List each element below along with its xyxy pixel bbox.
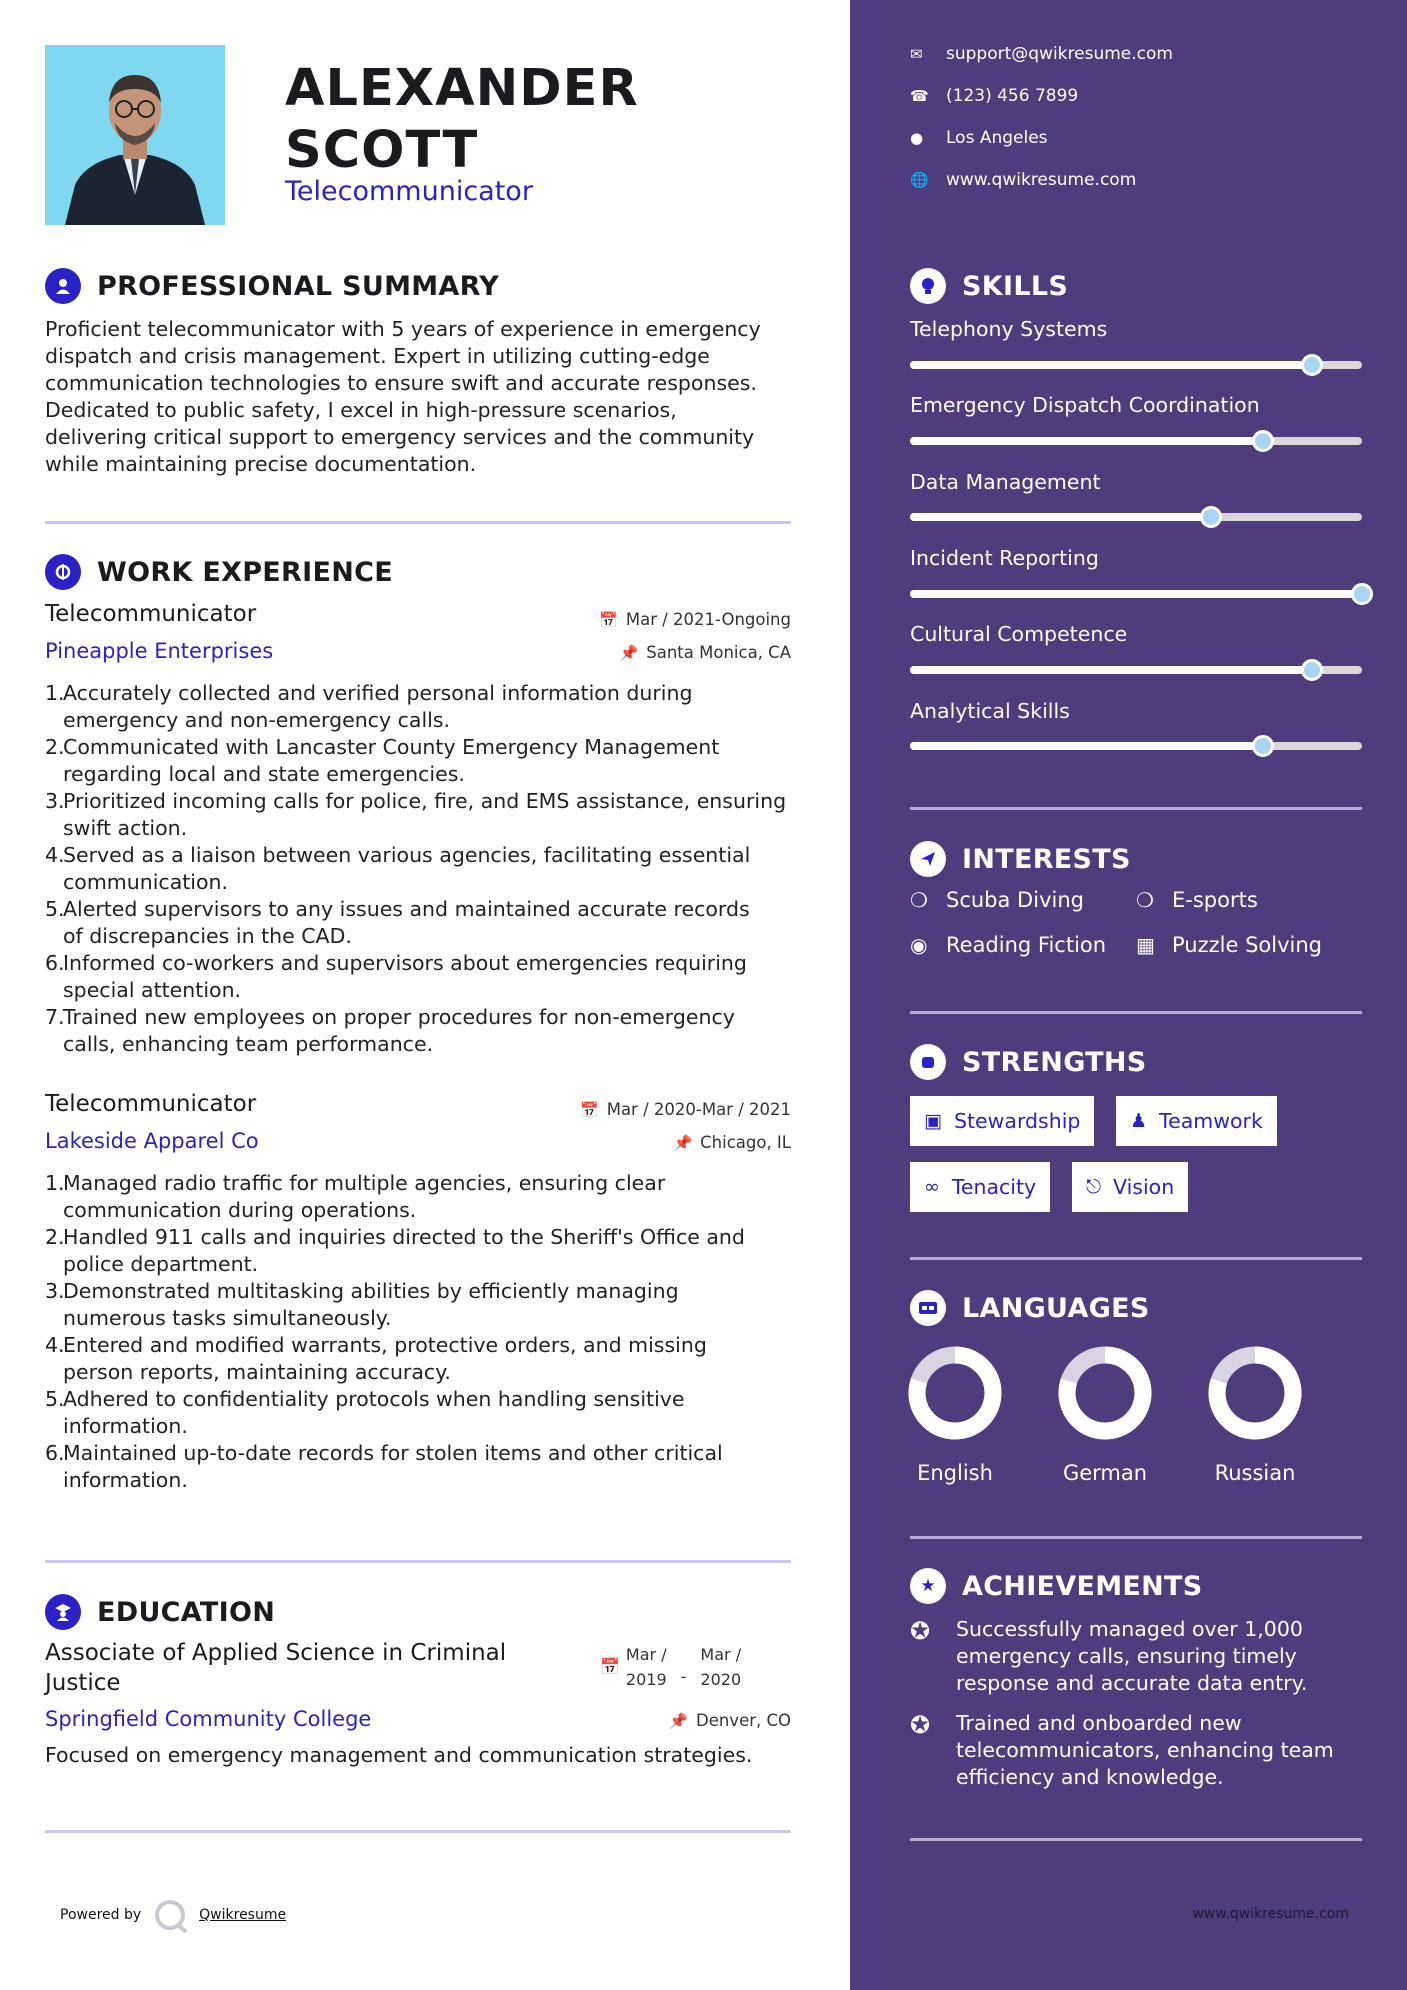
book-icon: ▦	[1136, 933, 1155, 957]
calendar-icon: 📅	[580, 1100, 599, 1119]
portrait-image	[45, 45, 225, 225]
footer-website[interactable]: www.qwikresume.com	[1192, 1906, 1349, 1922]
skill-knob	[1351, 583, 1373, 605]
phone-icon: ☎	[910, 87, 929, 105]
language-ring	[1055, 1343, 1155, 1443]
powered-by-label: Powered by	[60, 1907, 142, 1923]
strength-badge	[910, 1162, 1050, 1212]
date-separator: -	[680, 1667, 687, 1686]
qwikresume-logo-icon	[155, 1900, 185, 1930]
briefcase-icon	[45, 554, 81, 590]
skill-label: Cultural Competence	[910, 622, 1128, 646]
skill-fill	[910, 513, 1211, 521]
section-divider	[910, 1838, 1362, 1841]
user-icon	[45, 268, 81, 304]
job-dates	[599, 610, 791, 629]
interest-item	[910, 933, 1106, 957]
skills-title: SKILLS	[962, 270, 1069, 302]
contact-website[interactable]	[910, 170, 1136, 190]
pin-icon: 📌	[673, 1133, 693, 1152]
calendar-icon: 📅	[599, 610, 618, 629]
lifebuoy-icon: ❍	[1136, 888, 1154, 912]
interest-label: Puzzle Solving	[1172, 933, 1322, 957]
strength-label: Teamwork	[1159, 1109, 1263, 1133]
skill-fill	[910, 666, 1312, 674]
summary-line: Dedicated to public safety, I excel in high-pressure scenarios,	[45, 398, 677, 422]
job-duties	[45, 1170, 805, 1494]
skill-knob	[1301, 659, 1323, 681]
candidate-name	[285, 58, 639, 182]
briefcase-icon: ▣	[924, 1110, 942, 1132]
paper-plane-icon	[910, 841, 946, 877]
degree-title: Associate of Applied Science in Criminal Justice	[45, 1640, 507, 1696]
list-item: 2. Handled 911 calls and inquiries directed to the Sheriff's Office and police department.	[45, 1225, 745, 1276]
summary-line: dispatch and crisis management. Expert in utilizing cutting-edge	[45, 344, 710, 368]
job-dates-text: Mar / 2021-Ongoing	[625, 610, 791, 629]
strength-label: Vision	[1113, 1175, 1175, 1199]
pin-icon: 📌	[669, 1711, 688, 1730]
skill-bar	[910, 437, 1362, 445]
achievement-item: ✪ Successfully managed over 1,000 emergency calls, ensuring timely response and accurate data entry.	[910, 1617, 1308, 1695]
website-text: www.qwikresume.com	[946, 170, 1137, 190]
end-month: Mar /	[700, 1645, 742, 1664]
contact-phone[interactable]	[910, 86, 1078, 106]
language-item	[1055, 1343, 1155, 1485]
skill-knob	[1252, 735, 1274, 757]
list-item: 1. Managed radio traffic for multiple agencies, ensuring clear communication during operations.	[45, 1171, 666, 1222]
list-item: 5. Alerted supervisors to any issues and maintained accurate records of discrepancies in the CAD.	[45, 897, 750, 948]
list-item: 6. Informed co-workers and supervisors about emergencies requiring special attention.	[45, 951, 747, 1002]
start-year: 2019	[625, 1670, 667, 1689]
gamepad-icon: ◉	[910, 933, 928, 957]
list-item: 6. Maintained up-to-date records for stolen items and other critical information.	[45, 1441, 723, 1492]
section-divider	[45, 1830, 791, 1833]
section-divider	[910, 1011, 1362, 1014]
strength-badge	[1072, 1162, 1188, 1212]
skill-fill	[910, 437, 1263, 445]
summary-line: while maintaining precise documentation.	[45, 452, 477, 476]
skill-bar	[910, 666, 1362, 674]
skill-bar	[910, 590, 1362, 598]
interest-label: Reading Fiction	[946, 933, 1107, 957]
summary-line: communication technologies to ensure swift and accurate responses.	[45, 371, 757, 395]
envelope-icon: ✉	[910, 45, 923, 63]
strength-label: Stewardship	[953, 1109, 1081, 1133]
list-item: 4. Entered and modified warrants, protective orders, and missing person reports, maintaining accuracy.	[45, 1333, 707, 1384]
interest-item	[1136, 888, 1258, 912]
language-label: German	[1062, 1461, 1148, 1485]
phone-text: (123) 456 7899	[946, 86, 1079, 106]
contact-location	[910, 128, 1048, 148]
education-dates	[600, 1642, 741, 1692]
language-ring	[1205, 1343, 1305, 1443]
users-icon: ♟	[1130, 1110, 1148, 1132]
skill-knob	[1301, 354, 1323, 376]
list-item: 3. Demonstrated multitasking abilities by efficiently managing numerous tasks simultaneously.	[45, 1279, 679, 1330]
interests-heading	[910, 841, 1131, 877]
name-last: SCOTT	[285, 121, 479, 180]
skill-bar	[910, 513, 1362, 521]
strengths-heading	[910, 1044, 1147, 1080]
skill-label: Telephony Systems	[910, 317, 1108, 341]
section-divider	[910, 1257, 1362, 1260]
job-dates-text: Mar / 2020-Mar / 2021	[606, 1100, 791, 1119]
globe-icon: 🌐	[910, 171, 929, 189]
section-divider	[45, 1560, 791, 1563]
job-location-text: Chicago, IL	[700, 1133, 791, 1152]
education-description: Focused on emergency management and communication strategies.	[45, 1743, 753, 1767]
sidebar	[850, 0, 1407, 1990]
job-company: Pineapple Enterprises	[45, 639, 274, 663]
skill-fill	[910, 590, 1362, 598]
school-name: Springfield Community College	[45, 1707, 372, 1731]
skill-bar	[910, 361, 1362, 369]
education-title: EDUCATION	[97, 1596, 276, 1628]
job-company: Lakeside Apparel Co	[45, 1129, 259, 1153]
summary-line: Proficient telecommunicator with 5 years of experience in emergency	[45, 317, 761, 341]
job-location	[673, 1133, 791, 1152]
list-item: 3. Prioritized incoming calls for police, fire, and EMS assistance, ensuring swift action.	[45, 789, 787, 840]
list-item: 5. Adhered to confidentiality protocols when handling sensitive information.	[45, 1387, 685, 1438]
interests-title: INTERESTS	[962, 843, 1131, 875]
skill-label: Emergency Dispatch Coordination	[910, 393, 1260, 417]
job-duties	[45, 680, 805, 1058]
education-location-text: Denver, CO	[695, 1711, 791, 1730]
calendar-icon: 📅	[600, 1657, 620, 1676]
achievement-item: ✪ Trained and onboarded new telecommunicators, enhancing team efficiency and knowledge.	[910, 1711, 1334, 1789]
language-ring	[905, 1343, 1005, 1443]
strength-badge	[1116, 1096, 1277, 1146]
candidate-title: Telecommunicator	[285, 176, 533, 207]
job-location-text: Santa Monica, CA	[646, 643, 791, 662]
language-item	[905, 1343, 1005, 1485]
skill-label: Analytical Skills	[910, 699, 1070, 723]
list-item: 2. Communicated with Lancaster County Emergency Management regarding local and state emergencies.	[45, 735, 720, 786]
email-text: support@qwikresume.com	[946, 44, 1173, 64]
binoculars-icon: ⎋	[1086, 1176, 1102, 1198]
powered-by	[60, 1900, 286, 1930]
fist-icon	[910, 1044, 946, 1080]
star-badge-icon: ★	[910, 1568, 946, 1604]
location-text: Los Angeles	[946, 128, 1048, 148]
location-pin-icon: ●	[910, 129, 924, 147]
languages-heading	[910, 1290, 1150, 1326]
section-divider	[910, 1536, 1362, 1539]
language-label: English	[917, 1461, 993, 1485]
start-month: Mar /	[625, 1645, 667, 1664]
skill-fill	[910, 361, 1312, 369]
strengths-title: STRENGTHS	[962, 1046, 1147, 1078]
skill-label: Data Management	[910, 470, 1101, 494]
name-first: ALEXANDER	[285, 59, 639, 118]
pin-icon: 📌	[619, 643, 639, 662]
job-dates	[580, 1100, 791, 1119]
achievements-heading	[910, 1568, 1203, 1604]
graduate-icon	[45, 1594, 81, 1630]
interest-item	[1136, 933, 1322, 957]
profile-photo	[45, 45, 225, 225]
job-title: Telecommunicator	[45, 601, 257, 627]
contact-email[interactable]	[910, 44, 1173, 64]
summary-heading	[45, 268, 499, 304]
education-location	[669, 1711, 791, 1730]
achievements-title: ACHIEVEMENTS	[962, 1570, 1203, 1602]
language-icon	[910, 1290, 946, 1326]
star-icon: ✪	[910, 1617, 931, 1645]
languages-title: LANGUAGES	[962, 1292, 1150, 1324]
strength-label: Tenacity	[951, 1175, 1037, 1199]
end-year: 2020	[700, 1670, 742, 1689]
qwikresume-link[interactable]: Qwikresume	[199, 1907, 287, 1923]
skill-label: Incident Reporting	[910, 546, 1099, 570]
language-item	[1205, 1343, 1305, 1485]
interest-item	[910, 888, 1084, 912]
section-divider	[45, 521, 791, 524]
interest-label: Scuba Diving	[946, 888, 1084, 912]
work-heading	[45, 554, 393, 590]
section-divider	[910, 807, 1362, 810]
list-item: 1. Accurately collected and verified personal information during emergency and non-emergency calls.	[45, 681, 693, 732]
star-icon: ✪	[910, 1711, 931, 1739]
strength-badge	[910, 1096, 1094, 1146]
lifebuoy-icon: ❍	[910, 888, 928, 912]
skill-knob	[1252, 430, 1274, 452]
summary-title: PROFESSIONAL SUMMARY	[97, 270, 500, 302]
skill-bar	[910, 742, 1362, 750]
lightbulb-icon	[910, 268, 946, 304]
skills-heading	[910, 268, 1068, 304]
list-item: 4. Served as a liaison between various agencies, facilitating essential communication.	[45, 843, 751, 894]
education-heading	[45, 1594, 275, 1630]
interest-label: E-sports	[1172, 888, 1258, 912]
list-item: 7. Trained new employees on proper procedures for non-emergency calls, enhancing team performance.	[45, 1005, 735, 1056]
skill-knob	[1200, 506, 1222, 528]
summary-line: delivering critical support to emergency services and the community	[45, 425, 755, 449]
job-location	[620, 643, 791, 662]
summary-text	[45, 316, 795, 478]
skill-fill	[910, 742, 1263, 750]
link-icon: ∞	[924, 1176, 940, 1198]
work-title: WORK EXPERIENCE	[97, 556, 393, 588]
job-title: Telecommunicator	[45, 1091, 257, 1117]
language-label: Russian	[1214, 1461, 1296, 1485]
